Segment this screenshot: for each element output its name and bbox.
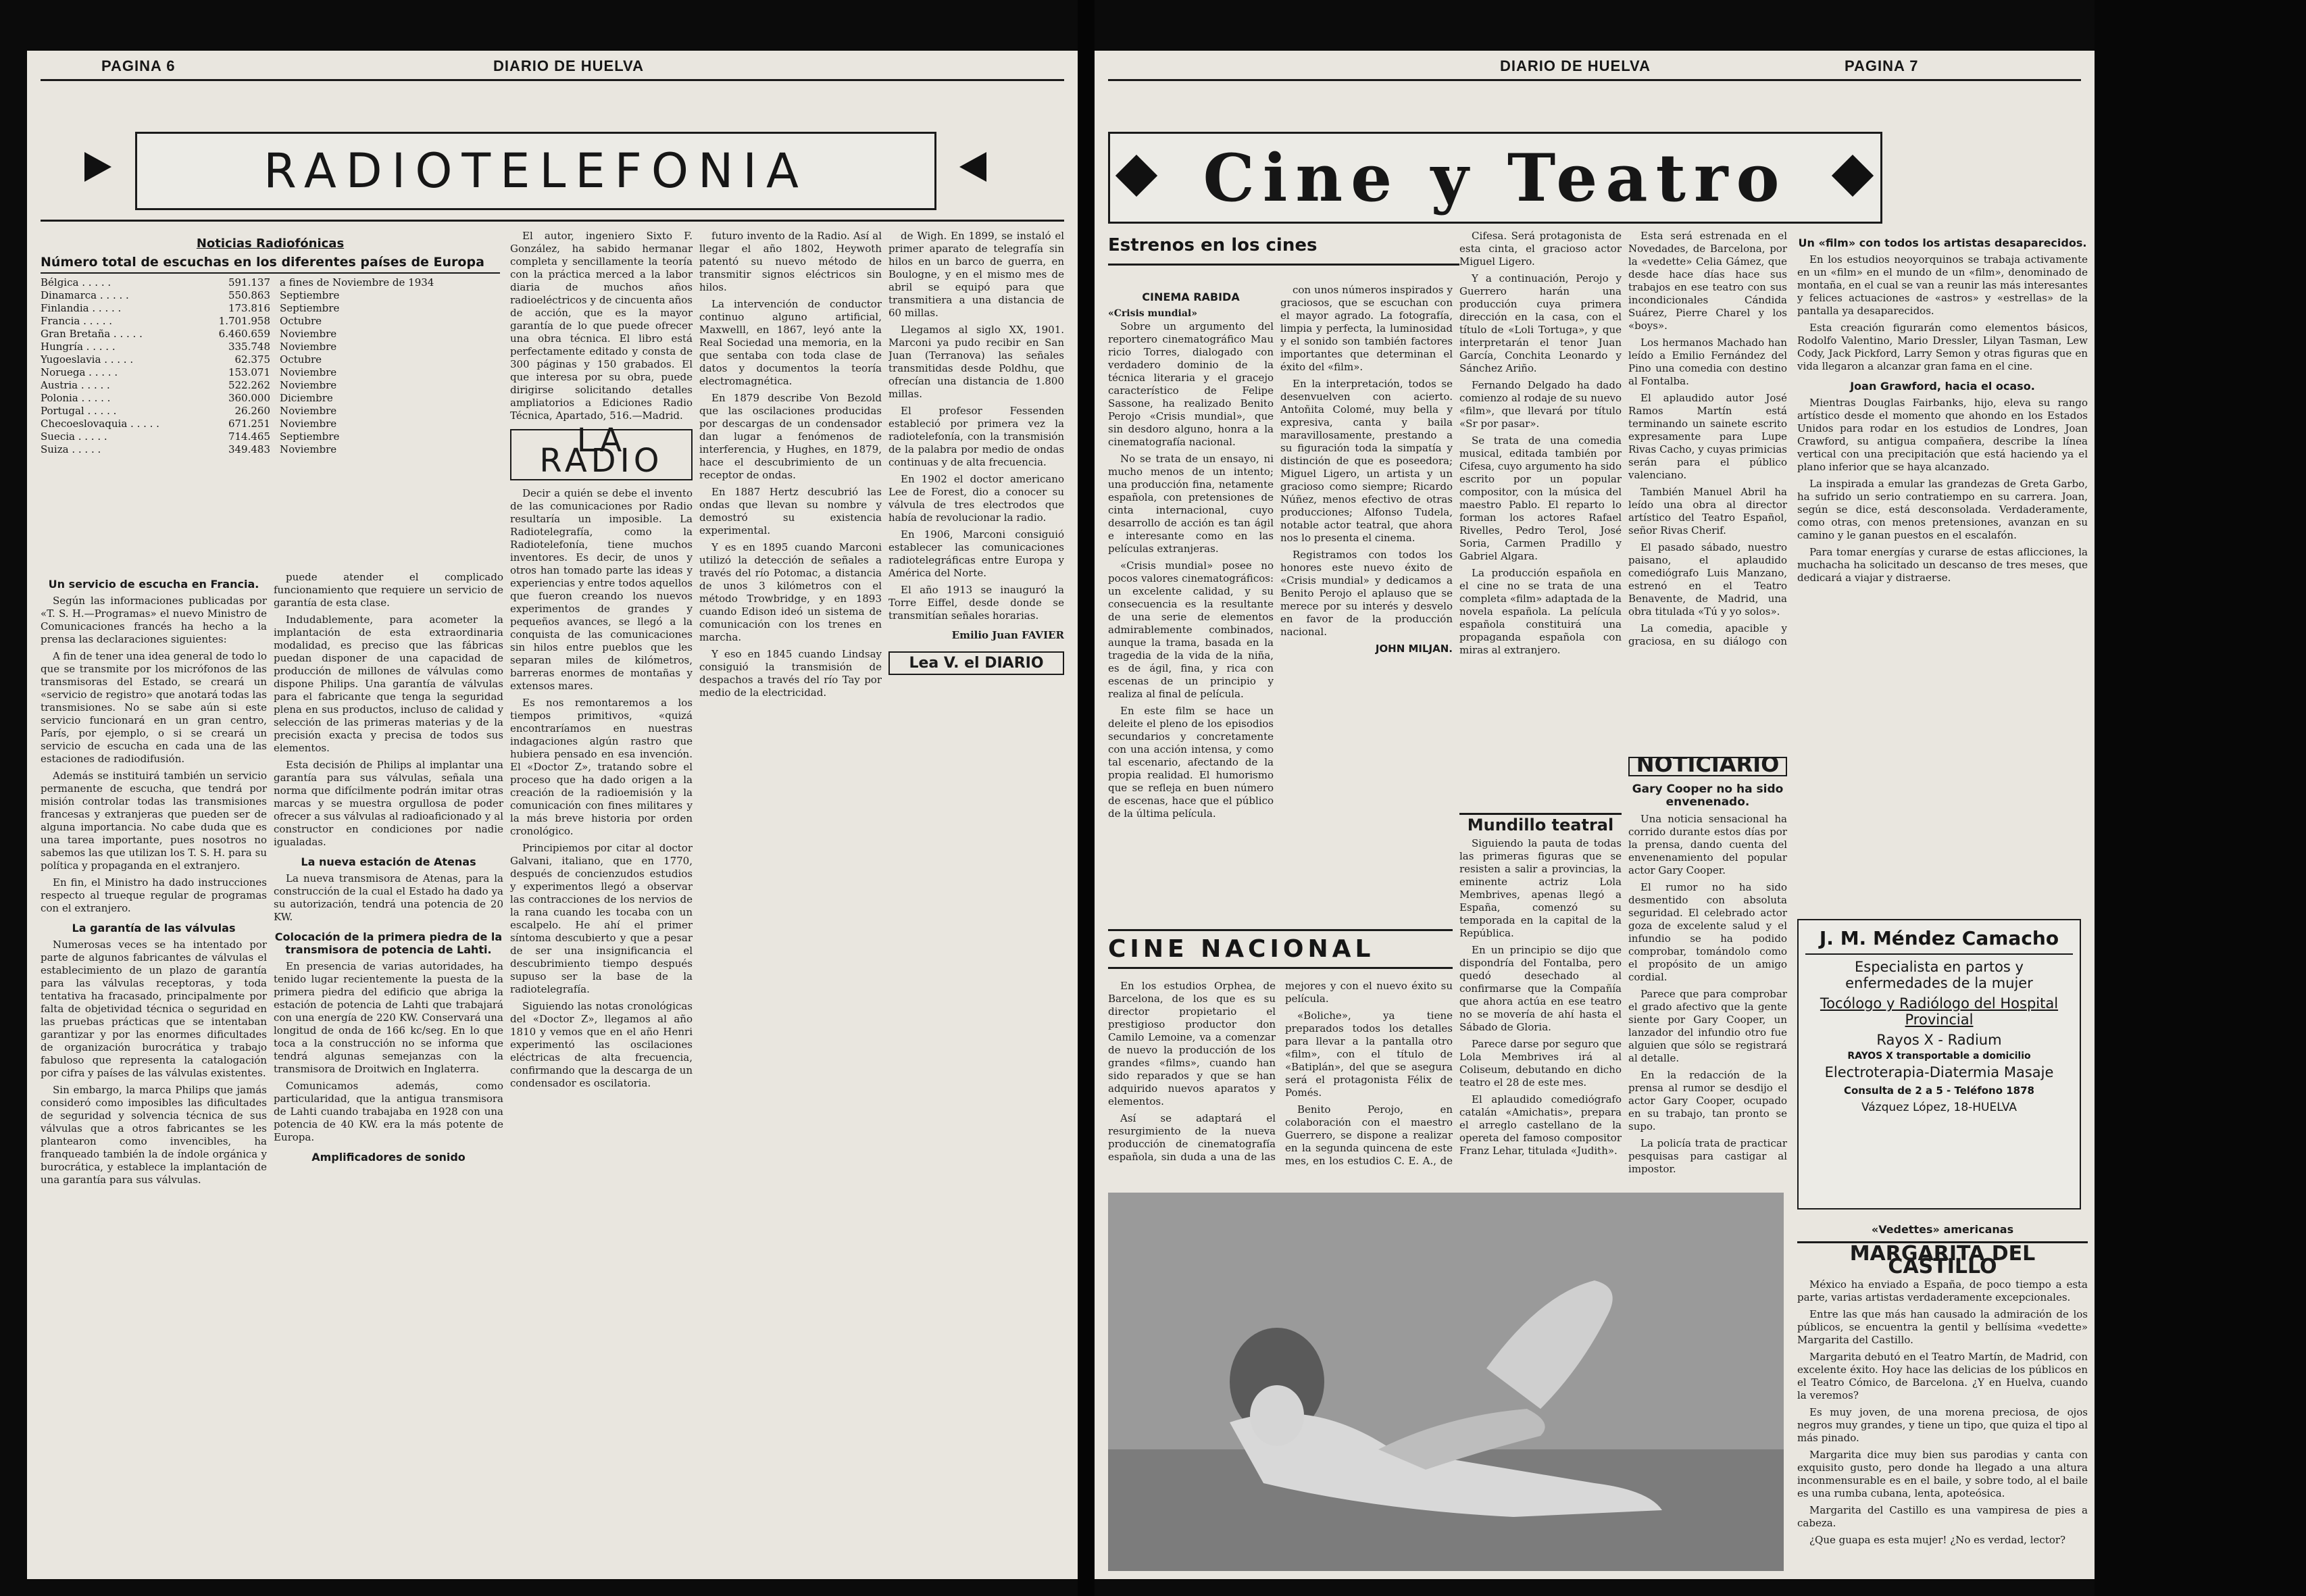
left-page (27, 51, 1078, 1579)
paragraph: En 1879 describe Von Bezold que las oscilaciones producidas por descargas de un condensador dan lugar a fenómenos de interferencia, y Hughes, en 1879, hace el descubrimiento de un receptor de ondas. (699, 392, 882, 481)
paragraph: Mientras Douglas Fairbanks, hijo, eleva su rango artístico desde el momento que ahondo en los Estados Unidos para rodar en los estudios de Londres, Joan Crawford, su antigua compañera, describe la línea vertical con una precipitación que está haciendo ya el plano inferior que se haya alcanzado. (1797, 397, 2088, 473)
value-cell: 714.465 (228, 430, 270, 443)
right-col5-text-2 (1797, 397, 2088, 584)
paragraph: México ha enviado a España, de poco tiempo a esta parte, varias artistas verdaderamente excepcionales. (1797, 1278, 2088, 1303)
ad-line2: Tocólogo y Radiólogo del Hospital Provincial (1820, 995, 2059, 1028)
cine-nacional-title: CINE NACIONAL (1108, 935, 1375, 963)
paragraph: de Wigh. En 1899, se instaló el primer aparato de telegrafía sin hilos en un barco de guerra, en Boulogne, y en el mismo mes de abril se equipó para que transmitiera a una distancia de 60 millas. (888, 230, 1064, 319)
right-black-strip (2095, 0, 2306, 1596)
paragraph: Sobre un argumento del reportero cinematográfico Mau ricio Torres, dialogado con verdadero dominio de la técnica literaria y el gracejo característico de Felipe Sassone, ha realizado Benito Perojo «Crisis mundial», que sin desdoro alguno, honra a la cinematografía nacional. (1108, 320, 1274, 448)
margarita-col (1797, 1216, 2088, 1574)
paragraph: También Manuel Abril ha leído una obra al director artístico del Teatro Español, señor Rivas Cherif. (1628, 486, 1787, 537)
paragraph: El aplaudido autor José Ramos Martín está terminando un sainete escrito expresamente para Lupe Rivas Cacho, y cuyas primicias serán para el público valenciano. (1628, 392, 1787, 481)
paragraph: Se trata de una comedia musical, editada también por Cifesa, cuyo argumento ha sido escrito por un popular compositor, con la música del maestro Pablo. El reparto lo forman los actores Rafael Rivelles, Pedro Terol, José Soria, Carmen Pradillo y Gabriel Algara. (1459, 434, 1622, 562)
table-row (41, 315, 500, 328)
noticiario-text (1628, 813, 1787, 1176)
paragraph: Los hermanos Machado han leído a Emilio Fernández del Pino una comedia con destino al Fontalba. (1628, 336, 1787, 387)
paragraph: Numerosas veces se ha intentado por parte de algunos fabricantes de válvulas el establecimiento de un plazo de garantía para las válvulas receptoras, y toda tentativa ha fracasado, principalmente por falta de objetividad técnica o seguridad en las pruebas prácticas que se intentaban garantizar y por las enormes dificultades de organización burocrática y trabajo fabuloso que representa la catalogación por cifra y países de las válvulas existentes. (41, 939, 267, 1079)
paragraph: El profesor Fessenden estableció por primera vez la radiotelefonía, con la transmisión de la palabra por medio de ondas continuas y de alta frecuencia. (888, 405, 1064, 468)
value-cell: 360.000 (228, 392, 270, 404)
paragraph: Decir a quién se debe el invento de las comunicaciones por Radio resultaría un imposible. La Radiotelegrafía, como la Radiotelefonía, tiene muchos inventores. Es decir, de unos y otros han tomado parte las ideas y experiencias y entre todos aquellos que fueron creando los nuevos experimentos de grandes y pequeños avances, se llegó a la conquista de las comunicaciones sin hilos entre pueblos que les separan miles de kilómetros, barreras enormes de montañas y extensos mares. (510, 487, 693, 692)
margarita-photo-image (1108, 1193, 1784, 1571)
noticiario-title: NOTICIARIO (1636, 757, 1780, 777)
table-row (41, 341, 500, 353)
left-col-2 (274, 571, 503, 1544)
noticiario-subtitle: Gary Cooper no ha sido envenenado. (1632, 782, 1784, 809)
date-cell: Noviembre (280, 405, 337, 417)
country-cell: Checoeslovaquia . . . . . (41, 418, 159, 430)
left-banner-rule (41, 220, 1064, 222)
col2-heading-3: Colocación de la primera piedra de la transmisora de potencia de Lahti. (274, 930, 503, 956)
date-cell: Noviembre (280, 418, 337, 430)
value-cell: 349.483 (228, 443, 270, 455)
paragraph: El pasado sábado, nuestro paisano, el aplaudido comediógrafo Luis Manzano, estrenó en el Teatro Benavente, de Madrid, una obra titulada «Tú y yo solos». (1628, 541, 1787, 618)
paragraph: En 1902 el doctor americano Lee de Forest, dio a conocer su válvula de tres electrodos que había de revolucionar la radio. (888, 473, 1064, 524)
paragraph: Según las informaciones publicadas por «T. S. H.—Programas» el nuevo Ministro de Comunicaciones francés ha hecho a la prensa las declaraciones siguientes: (41, 595, 267, 645)
date-cell: a fines de Noviembre de 1934 (280, 276, 434, 289)
country-cell: Noruega . . . . . (41, 366, 118, 378)
paragraph: puede atender el complicado funcionamiento que requiere un servicio de garantía de esta clase. (274, 571, 503, 609)
paragraph: La comedia, apacible y graciosa, en su diálogo con (1628, 622, 1787, 647)
value-cell: 1.701.958 (218, 315, 270, 327)
margarita-title: MARGARITA DEL CASTILLO (1797, 1241, 2088, 1273)
right-col3-text (1459, 230, 1622, 657)
paragraph: En este film se hace un deleite el pleno de los episodios secundarios y concretamente con una acción intensa, y como tal escenario, afectando de la propia realidad. El humorismo que se refleja en buen número de escenas, hace que el público de la última película. (1108, 705, 1274, 820)
paragraph: Y a continuación, Perojo y Guerrero harán una producción cuya primera dirección en la casa, con el título de «Loli Tortuga», y que interpretarán el tenor Juan García, Conchita Leonardo y Sánchez Ariño. (1459, 272, 1622, 374)
paragraph: En 1887 Hertz descubrió las ondas que llevan su nombre y demostró su existencia experimental. (699, 486, 882, 537)
estrenos-col-2 (1280, 284, 1453, 912)
paragraph: Fernando Delgado ha dado comienzo al rodaje de su nuevo «film», que llevará por título «Sr por pasar». (1459, 379, 1622, 430)
table-row (41, 430, 500, 443)
paragraph: Margarita del Castillo es una vampiresa de pies a cabeza. (1797, 1504, 2088, 1529)
table-row (41, 366, 500, 379)
page-gutter (1078, 0, 1095, 1596)
value-cell: 6.460.659 (218, 328, 270, 340)
film-label: «Crisis mundial» (1108, 308, 1197, 319)
country-cell: Austria . . . . . (41, 379, 110, 391)
estrenos-signature: JOHN MILJAN. (1375, 643, 1453, 655)
paragraph: Parece darse por seguro que Lola Membrives irá al Coliseum, debutando en dicho teatro el 28 de este mes. (1459, 1038, 1622, 1089)
paragraph: En los estudios neoyorquinos se trabaja activamente en un «film» en el mundo de un «film», denominado de montaña, en el cual se van a reunir las más interesantes y felices actuaciones de «astros» y «estrellas» de la pantalla ya desaparecidos. (1797, 253, 2088, 317)
cinema-label: CINEMA RABIDA (1142, 291, 1240, 303)
table-row (41, 443, 500, 456)
paragraph: Margarita dice muy bien sus parodias y canta con exquisito gusto, pero donde ha llegado a una altura inconmensurable es en el baile, y sobre todo, al el baile es una rumba cubana, lenta, apoteósica. (1797, 1449, 2088, 1499)
paragraph: Principiemos por citar al doctor Galvani, italiano, que en 1770, después de concienzudos estudios y experimentos llegó a observar las contracciones de los nervios de la rana cuando les tocaba con un escalpelo. He ahí el primer síntoma descubierto y que a pesar de ser una insignificancia el descubrimiento tiempo después supuso ser la base de la radiotelegrafía. (510, 842, 693, 995)
paragraph: En 1906, Marconi consiguió establecer las comunicaciones radiotelegráficas entre Europa y América del Norte. (888, 528, 1064, 579)
noticias-heading: Noticias Radiofónicas (196, 236, 345, 251)
paragraph: Registramos con todos los honores este nuevo éxito de «Crisis mundial» y dedicamos a Benito Perojo el aplauso que se merece por su interés y desvelo en favor de la producción nacional. (1280, 549, 1453, 638)
ad-line1: Especialista en partos y enfermedades de la mujer (1845, 959, 2033, 991)
col5-signature: Emilio Juan FAVIER (951, 629, 1064, 641)
left-col-4 (699, 230, 882, 1544)
mundillo-title: Mundillo teatral (1459, 813, 1622, 832)
value-cell: 550.863 (228, 289, 270, 301)
ad-line6: Consulta de 2 a 5 - Teléfono 1878 (1843, 1084, 2034, 1097)
date-cell: Septiembre (280, 289, 340, 301)
col1-text (41, 595, 267, 915)
paragraph: Esta creación figurarán como elementos básicos, Rodolfo Valentino, Mario Dressler, Lilyan Tasman, Lew Cody, Jack Pickford, Larry Semon y otras figuras que en vida llegaron a alcanzar gran fama en el cine. (1797, 322, 2088, 372)
estrenos-col-1 (1108, 284, 1274, 926)
paragraph: Cifesa. Será protagonista de esta cinta, el gracioso actor Miguel Ligero. (1459, 230, 1622, 268)
paragraph: En la redacción de la prensa al rumor se desdijo el actor Gary Cooper, ocupado en su trabajo, tan pronto se supo. (1628, 1069, 1787, 1132)
paragraph: Parece que para comprobar el grado afectivo que la gente siente por Gary Cooper, un lanzador del infundio otro fue alguien que sólo se registrará al detalle. (1628, 988, 1787, 1064)
left-folio: PAGINA 6 (101, 57, 176, 74)
paragraph: Además se instituirá también un servicio permanente de escucha, que tendrá por misión controlar todas las transmisiones francesas y extranjeras que pueden ser de alguna importancia. No cabe duda que es una tarea importante, pues nosotros no sabemos las que utilizan los T. S. H. para su política y propaganda en el extranjero. (41, 770, 267, 872)
left-col-3 (510, 230, 693, 1544)
estrenos-header (1108, 230, 1459, 261)
ad-name: J. M. Méndez Camacho (1819, 927, 2059, 949)
date-cell: Noviembre (280, 379, 337, 391)
paragraph: Indudablemente, para acometer la implantación de esta extraordinaria modalidad, es preciso que las fábricas puedan disponer de una capacidad de producción de millones de válvulas como dispone Philips. Una garantía de válvulas para el fabricante que tenga la seguridad plena en sus productos, incluso de calidad y selección de las primeras materias y de la precisión exacta y precisa de todos sus elementos. (274, 614, 503, 754)
margarita-photo (1108, 1193, 1784, 1571)
paragraph: El aplaudido comediógrafo catalán «Amichatis», prepara el arreglo castellano de la opereta del famoso compositor Franz Lehar, titulada «Judith». (1459, 1093, 1622, 1157)
col2-text (274, 571, 503, 849)
paragraph: La inspirada a emular las grandezas de Greta Garbo, ha sufrido un serio contratiempo en su carrera. Joan, según se dice, está desconsolada. Verdaderamente, como otras, con menos pretensiones, avanzan en su camino y le ganan puestos en el escalafón. (1797, 478, 2088, 541)
la-radio-title: LA RADIO (539, 422, 663, 480)
country-cell: Yugoeslavia . . . . . (41, 353, 134, 366)
col3-text (510, 487, 693, 1090)
col2-text-2 (274, 872, 503, 924)
date-cell: Noviembre (280, 341, 337, 353)
col3-intro: El autor, ingeniero Sixto F. González, ha sabido hermanar completa y sencillamente la teoría con la práctica merced a la labor diaria de muchos años radioeléctricos y de cincuenta años de acción, que es la mayor garantía de lo que puede ofrecer una obra técnica. El libro está perfectamente editado y consta de 300 páginas y 150 grabados. El que interesa por su obra, puede dirigirse solicitando detalles ampliatorios a Ediciones Radio Técnica, Apartado, 516.—Madrid. (510, 230, 693, 422)
right-col5-text (1797, 253, 2088, 373)
value-cell: 671.251 (228, 418, 270, 430)
left-header-rule (41, 79, 1064, 81)
country-cell: Bélgica . . . . . (41, 276, 111, 289)
left-paper-name: DIARIO DE HUELVA (493, 57, 644, 74)
paragraph: Entre las que más han causado la admiración de los públicos, se encuentra la gentil y bellísima «vedette» Margarita del Castillo. (1797, 1308, 2088, 1346)
paragraph: Es nos remontaremos a los tiempos primitivos, «quizá encontraríamos en nuestras indagaciones algún rastro que hubiera pensado en esa invención. El «Doctor Z», tratando sobre el proceso que ha dado origen a la creación de la radioemisión y la comunicación con fines militares y la más breve historia por orden cronológico. (510, 697, 693, 837)
country-cell: Dinamarca . . . . . (41, 289, 129, 301)
table-row (41, 328, 500, 341)
date-cell: Octubre (280, 315, 322, 327)
paragraph: Llegamos al siglo XX, 1901. Marconi ya pudo recibir en San Juan (Terranova) las señales transmitidas desde Poldhu, que ofrecían una distancia de 1.800 millas. (888, 324, 1064, 400)
paragraph: futuro invento de la Radio. Así al llegar el año 1802, Heywoth patentó su nuevo método de transmitir signos eléctricos sin hilos. (699, 230, 882, 293)
right-col-5 (1797, 230, 2088, 912)
table-row (41, 392, 500, 405)
paragraph: A fin de tener una idea general de todo lo que se transmite por los micrófonos de las transmisoras del Estado, se creará un «servicio de registro» que anotará todas las transmisiones. No se sabe aún si este servicio funcionará en un gran centro, París, por ejemplo, o si se creará un servicio de escucha en cada una de las estaciones de radiodifusión. (41, 650, 267, 765)
right-folio: PAGINA 7 (1845, 57, 1919, 74)
lea-diario-box: Lea V. el DIARIO (888, 651, 1064, 675)
col4-text (699, 230, 882, 699)
estrenos-title: Estrenos en los cines (1108, 235, 1318, 255)
paragraph: En la interpretación, todos se desenvuelven con acierto. Antoñita Colomé, muy bella y expresiva, canta y baila maravillosamente, prestando a su figuración toda la simpatía y distinción de que es poseedora; Miguel Ligero, un artista y un gracioso como siempre; Ricardo Núñez, menos efectivo de otras producciones; Alfonso Tudela, notable actor teatral, que ahora nos lo presenta el cinema. (1280, 378, 1453, 544)
date-cell: Septiembre (280, 430, 340, 443)
date-cell: Noviembre (280, 366, 337, 378)
date-cell: Noviembre (280, 328, 337, 340)
triangle-left-icon (84, 152, 111, 182)
right-col4-text (1628, 230, 1787, 649)
country-cell: Suiza . . . . . (41, 443, 101, 455)
estrenos-col2-text (1280, 284, 1453, 639)
noticiario-col (1628, 757, 1787, 1230)
film-desaparecidos-heading: Un «film» con todos los artistas desaparecidos. (1798, 236, 2087, 249)
table-row (41, 302, 500, 315)
paragraph: Comunicamos además, como particularidad, que la antigua transmisora de Lahti cuando trabajaba en 1928 con una potencia de 40 KW. era la más potente de Europa. (274, 1080, 503, 1143)
paragraph: En un principio se dijo que dispondría del Fontalba, pero quedó desechado al confirmarse que la Compañía que ahora actúa en ese teatro no se movería de ahí hasta el Sábado de Gloria. (1459, 944, 1622, 1033)
date-cell: Octubre (280, 353, 322, 366)
section-title-cine-teatro: Cine y Teatro (1203, 139, 1788, 216)
paragraph: En fin, el Ministro ha dado instrucciones respecto al trueque regular de programas con el extranjero. (41, 876, 267, 914)
paragraph: Para tomar energías y curarse de estas aflicciones, la muchacha ha solicitado un descanso de tres meses, que dedicará a viajar y distraerse. (1797, 546, 2088, 584)
paragraph: En los estudios Orphea, de Barcelona, de los que es su director propietario el prestigioso productor don Camilo Lemoine, va a comenzar de nuevo la producción de los grandes «films», cuando han sido reparados y que se han adquirido nuevos aparatos y elementos. (1108, 980, 1276, 1107)
escuchas-table (41, 276, 500, 456)
table-row (41, 289, 500, 302)
paragraph: con unos números inspirados y graciosos, que se escuchan con el mayor agrado. La fotografía, limpia y perfecta, la luminosidad y el sonido son también factores importantes que determinan el éxito del «film». (1280, 284, 1453, 373)
country-cell: Polonia . . . . . (41, 392, 111, 404)
paragraph: Sin embargo, la marca Philips que jamás consideró como imposibles las dificultades de seguridad y solvencia técnica de sus válvulas que a otros fabricantes se les plantearon como invencibles, ha franqueado también la de índole orgánica y burocrática, y establece la implantación de una garantía para sus válvulas. (41, 1084, 267, 1186)
col2-text-3 (274, 960, 503, 1144)
cine-teatro-banner (1108, 132, 1882, 224)
margarita-text (1797, 1278, 2088, 1547)
noticiario-box (1628, 757, 1787, 776)
paragraph: No se trata de un ensayo, ni mucho menos de un intento; una producción fina, netamente española, con pretensiones de cinta internacional, cuyo desarrollo de acción es tan ágil e interesante como en las películas extranjeras. (1108, 453, 1274, 555)
date-cell: Diciembre (280, 392, 333, 404)
joan-grawford-heading: Joan Grawford, hacia el ocaso. (1850, 380, 2035, 393)
col2-heading: La nueva estación de Atenas (301, 855, 476, 868)
paragraph: Así se adaptará el resurgimiento de la nueva producción de cinematografía española, sin duda a una de las mejores y con el nuevo éxito su película. (1108, 980, 1453, 1163)
value-cell: 335.748 (228, 341, 270, 353)
right-col-3 (1459, 230, 1622, 905)
table-row (41, 405, 500, 418)
estrenos-text (1108, 320, 1274, 820)
paragraph: Esta será estrenada en el Novedades, de Barcelona, por la «vedette» Celia Gámez, que desde hace días hace sus trabajos en ese teatro con sus incondicionales Cándida Suárez, Pierre Charel y los «boys». (1628, 230, 1787, 332)
mundillo-col (1459, 807, 1622, 1186)
cine-nacional-text (1108, 980, 1453, 1176)
paragraph: La producción española en el cine no se trata de una completa «film» adaptada de la novela española. La película española constituirá una propaganda española con miras al extranjero. (1459, 567, 1622, 656)
country-cell: Francia . . . . . (41, 315, 113, 327)
value-cell: 26.260 (234, 405, 270, 417)
table-row (41, 379, 500, 392)
paragraph: Siguiendo la pauta de todas las primeras figuras que se resisten a salir a provincias, la eminente actriz Lola Membrives, apenas llegó a España, comenzó su temporada en la capital de la República. (1459, 837, 1622, 939)
date-cell: Septiembre (280, 302, 340, 314)
paragraph: «Crisis mundial» posee no pocos valores cinematográficos: un excelente calidad, y su consecuencia es la resultante de una serie de elementos admirablemente combinados, aunque la trama, basada en la tragedia de la vida de la niña, es de ágil, fina, y rica con escenas de un principio y realiza al final de película. (1108, 559, 1274, 700)
paragraph: Esta decisión de Philips al implantar una garantía para sus válvulas, señala una norma que difícilmente podrán imitar otras marcas y se muestra orgullosa de poder ofrecer a sus válvulas al radioaficionado y al constructor en condiciones por nadie igualadas. (274, 759, 503, 848)
paragraph: La intervención de conductor continuo alguno artificial, Maxwelll, en 1867, leyó ante la Real Sociedad una memoria, en la que sentaba con toda clase de datos y documentos la teoría electromagnética. (699, 298, 882, 387)
right-header-rule (1108, 79, 2081, 81)
paragraph: La nueva transmisora de Atenas, para la construcción de la cual el Estado ha dado ya su autorización, tendrá una potencia de 20 KW. (274, 872, 503, 923)
triangle-right-icon (959, 152, 986, 182)
left-col-1 (41, 571, 267, 1544)
paragraph: Margarita debutó en el Teatro Martín, de Madrid, con excelente éxito. Hoy hace las delicias de los públicos en el Teatro Cómico, de Barcelona. ¿Y en Huelva, cuando la veremos? (1797, 1351, 2088, 1401)
country-cell: Finlandia . . . . . (41, 302, 122, 314)
ad-line3: Rayos X - Radium (1876, 1032, 2002, 1048)
country-cell: Suecia . . . . . (41, 430, 107, 443)
paragraph: Siguiendo las notas cronológicas del «Doctor Z», llegamos al año 1810 y vemos que en el año Henri experimentó las oscilaciones eléctricas de alta frecuencia, confirmando que la descarga de un condensador es oscilatoria. (510, 1000, 693, 1089)
value-cell: 591.137 (228, 276, 270, 289)
table-row (41, 353, 500, 366)
right-paper-name: DIARIO DE HUELVA (1500, 57, 1651, 74)
mundillo-text (1459, 837, 1622, 1157)
left-col-5 (888, 230, 1064, 1544)
value-cell: 153.071 (228, 366, 270, 378)
la-radio-box (510, 422, 693, 480)
value-cell: 522.262 (228, 379, 270, 391)
col5-text (888, 230, 1064, 622)
col2-heading-4: Amplificadores de sonido (311, 1151, 466, 1164)
col1-heading-2: La garantía de las válvulas (72, 922, 236, 934)
paragraph: ¿Que guapa es esta mujer! ¿No es verdad, lector? (1809, 1534, 2066, 1546)
paragraph: Es muy joven, de una morena preciosa, de ojos negros muy grandes, y tiene un tipo, que quiza el tipo al más pinado. (1797, 1406, 2088, 1444)
date-cell: Noviembre (280, 443, 337, 455)
col1-heading: Un servicio de escucha en Francia. (48, 578, 259, 591)
radiotelefonia-banner (135, 132, 936, 210)
table-row (41, 276, 500, 289)
cine-nacional-header (1108, 929, 1453, 969)
table-row (41, 418, 500, 430)
paragraph: Una noticia sensacional ha corrido durante estos días por la prensa, dando cuenta del envenenamiento del popular actor Gary Cooper. (1628, 813, 1787, 876)
estrenos-rule (1108, 264, 1459, 266)
ad-mendez-camacho (1797, 919, 2081, 1210)
country-cell: Portugal . . . . . (41, 405, 117, 417)
table-title: Número total de escuchas en los diferentes países de Europa (41, 255, 500, 274)
paragraph: Benito Perojo, en colaboración con el maestro Guerrero, se dispone a realizar en la segunda quincena de este mes, en los estudios C. E. A., de (1285, 1103, 1453, 1167)
paragraph: Y eso en 1845 cuando Lindsay consiguió la transmisión de despachos a través del río Tay por medio de la electricidad. (699, 648, 882, 699)
paragraph: En presencia de varias autoridades, ha tenido lugar recientemente la puesta de la primera piedra del edificio que abriga la estación de potencia de Lahti que trabajará con una energía de 220 KW. Conservará una longitud de onda de 166 kc/seg. En lo que toca a la construcción no se informa que tendrá algunas semejanzas con la transmisora de Droitwich en Inglaterra. (274, 960, 503, 1075)
right-page (1095, 51, 2095, 1579)
paragraph: El año 1913 se inauguró la Torre Eiffel, desde donde se transmitían señales horarias. (888, 584, 1064, 622)
country-cell: Gran Bretaña . . . . . (41, 328, 143, 340)
value-cell: 62.375 (234, 353, 270, 366)
section-title-radiotelefonia: RADIOTELEFONIA (264, 143, 808, 199)
paragraph: «Boliche», ya tiene preparados todos los detalles para llevar a la pantalla otro «film», con el título de «Batiplán», del que se asegura será el protagonista Félix de Pomés. (1285, 1009, 1453, 1099)
paragraph: La policía trata de practicar pesquisas para castigar al impostor. (1628, 1137, 1787, 1175)
value-cell: 173.816 (228, 302, 270, 314)
ad-line5: Electroterapia-Diatermia Masaje (1824, 1064, 2054, 1080)
paragraph: El rumor no ha sido desmentido con absoluta seguridad. El celebrado actor goza de excelente salud y el infundio se ha podido comprobar, tomándolo como el propósito de un amigo cordial. (1628, 881, 1787, 983)
vedettes-label: «Vedettes» americanas (1871, 1223, 2014, 1236)
ad-line7: Vázquez López, 18-HUELVA (1861, 1101, 2017, 1114)
paragraph: Y es en 1895 cuando Marconi utilizó la detección de señales a través del río Potomac, a distancia de unos 3 kilómetros con el método Trowbridge, y en 1893 cuando Edison ideó un sistema de comunicación con los trenes en marcha. (699, 541, 882, 643)
right-col-4 (1628, 230, 1787, 649)
ad-line4: RAYOS X transportable a domicilio (1847, 1051, 2031, 1062)
noticias-block (41, 230, 500, 456)
country-cell: Hungría . . . . . (41, 341, 116, 353)
col1-text-2 (41, 939, 267, 1187)
